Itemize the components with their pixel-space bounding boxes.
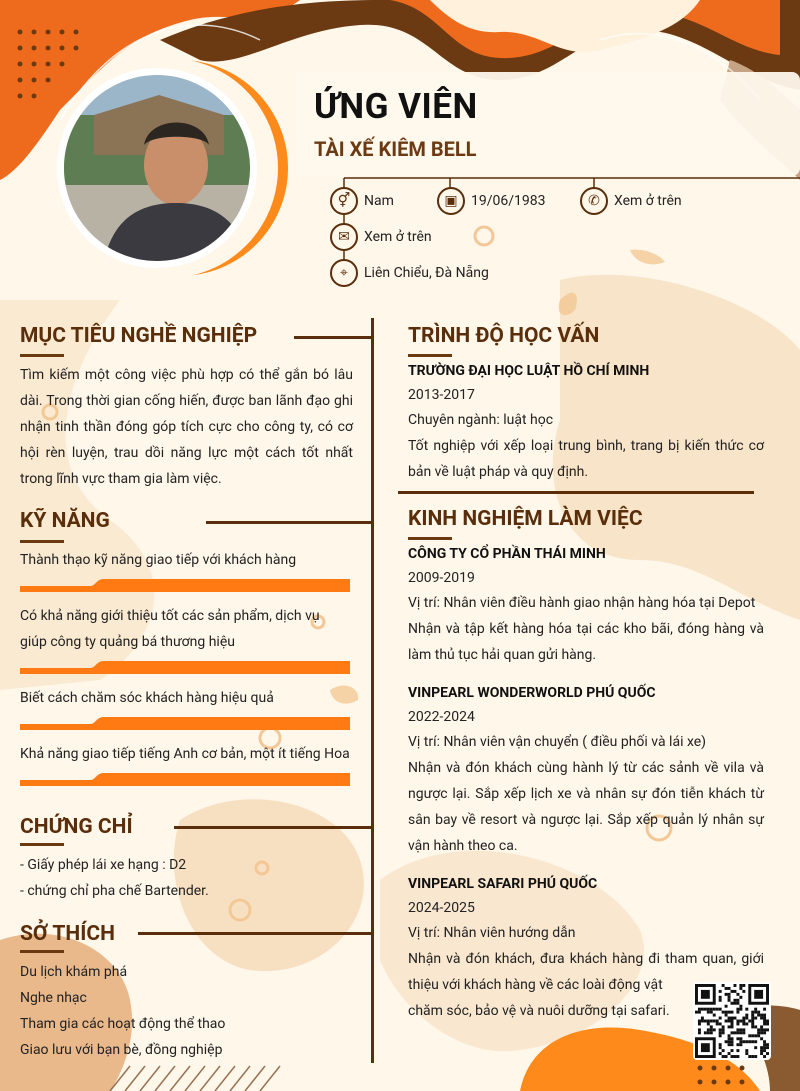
job-company: VINPEARL SAFARI PHÚ QUỐC — [408, 876, 598, 892]
gender-icon: ⚥ — [330, 187, 358, 215]
location-icon: ⌖ — [330, 259, 358, 287]
skill-bar-fill — [20, 661, 350, 674]
candidate-name: ỨNG VIÊN — [314, 86, 478, 127]
skill-item: Biết cách chăm sóc khách hàng hiệu quả — [20, 690, 274, 706]
certificate-item: - Giấy phép lái xe hạng : D2 — [20, 857, 187, 873]
job-company: CÔNG TY CỔ PHẦN THÁI MINH — [408, 546, 606, 562]
calendar-icon: ▣ — [437, 187, 465, 215]
skill-bar — [20, 771, 350, 790]
skills-title-line — [206, 521, 372, 524]
skill-item: Khả năng giao tiếp tiếng Anh cơ bản, một ít tiếng Hoa — [20, 746, 350, 762]
job-company: VINPEARL WONDERWORLD PHÚ QUỐC — [408, 685, 656, 701]
address-value: Liên Chiểu, Đà Nẵng — [364, 265, 489, 281]
hobby-item: Nghe nhạc — [20, 990, 87, 1006]
email-icon: ✉ — [330, 223, 358, 251]
skill-bar-fill — [20, 773, 350, 786]
objective-title: MỤC TIÊU NGHỀ NGHIỆP — [20, 324, 258, 348]
skill-item: Thành thạo kỹ năng giao tiếp với khách hàng — [20, 552, 297, 568]
skill-bar — [20, 659, 350, 678]
education-divider — [398, 491, 754, 494]
experience-title: KINH NGHIỆM LÀM VIỆC — [408, 507, 643, 531]
email-value: Xem ở trên — [364, 229, 432, 245]
hobbies-underline — [20, 950, 64, 953]
skill-bar — [20, 715, 350, 734]
certificate-item: - chứng chỉ pha chế Bartender. — [20, 883, 209, 899]
hobby-item: Tham gia các hoạt động thể thao — [20, 1016, 226, 1032]
job-period: 2022-2024 — [408, 709, 475, 725]
certificates-title: CHỨNG CHỈ — [20, 815, 133, 839]
column-divider — [371, 318, 374, 1063]
skill-bar-fill — [20, 717, 350, 730]
hobbies-title-line — [138, 932, 372, 935]
job-period: 2024-2025 — [408, 900, 475, 916]
skill-bar — [20, 577, 350, 596]
gender-value: Nam — [364, 193, 394, 209]
objective-title-line — [294, 336, 372, 339]
skills-title: KỸ NĂNG — [20, 509, 110, 533]
job-desc: Nhận và đón khách, đưa khách hàng đi tham quan, giới thiệu với khách hàng về các loài động vật chăm sóc, bảo vệ và nuôi dưỡng tại safari. — [408, 951, 764, 1019]
education-desc: Tốt nghiệp với xếp loại trung bình, trang bị kiến thức cơ bản về luật pháp và quy định. — [408, 438, 764, 480]
education-underline — [408, 354, 452, 357]
education-period: 2013-2017 — [408, 387, 475, 403]
job-desc: Nhận và đón khách cùng hành lý từ các sảnh về vila và ngược lại. Sắp xếp lịch xe và nhân sự đón tiễn khách từ sân bay về resort và ngược lại. Sắp xếp quản lý nhân sự vận hành theo ca. — [408, 760, 764, 854]
job-desc: Nhận và tập kết hàng hóa tại các kho bãi, đóng hàng và làm thủ tục hải quan gửi hàng. — [408, 621, 764, 663]
hobby-item: Du lịch khám phá — [20, 964, 128, 980]
job-position: Vị trí: Nhân viên điều hành giao nhận hàng hóa tại Depot — [408, 595, 756, 611]
certificates-title-line — [174, 826, 372, 829]
qr-code — [693, 982, 771, 1060]
hobby-item: Giao lưu với bạn bè, đồng nghiệp — [20, 1042, 223, 1058]
birthdate-value: 19/06/1983 — [471, 193, 546, 209]
phone-icon: ✆ — [580, 187, 608, 215]
job-position: Vị trí: Nhân viên hướng dẫn — [408, 925, 576, 941]
job-position: Vị trí: Nhân viên vận chuyển ( điều phối và lái xe) — [408, 734, 707, 750]
experience-underline — [408, 537, 452, 540]
objective-underline — [20, 354, 64, 357]
objective-text: Tìm kiếm một công việc phù hợp có thể gắn bó lâu dài. Trong thời gian cống hiến, được ban lãnh đạo ghi nhận tinh thần đóng góp tích cực cho công ty, có cơ hội rèn luyện, trau dồi năng lực một cách tốt nhất trong lĩnh vực tham gia làm việc. — [20, 367, 353, 487]
education-title: TRÌNH ĐỘ HỌC VẤN — [408, 324, 600, 348]
skills-underline — [20, 540, 64, 543]
qr-code-graphic — [693, 982, 771, 1060]
skill-bar-fill — [20, 579, 350, 592]
hobbies-title: SỞ THÍCH — [20, 922, 115, 946]
job-period: 2009-2019 — [408, 570, 475, 586]
skill-item: Có khả năng giới thiệu tốt các sản phẩm, dịch vụ giúp công ty quảng bá thương hiệu — [20, 608, 320, 650]
education-major: Chuyên ngành: luật học — [408, 412, 554, 428]
phone-value: Xem ở trên — [614, 193, 682, 209]
education-school: TRƯỜNG ĐẠI HỌC LUẬT HỒ CHÍ MINH — [408, 363, 650, 379]
certificates-underline — [20, 843, 64, 846]
candidate-role: TÀI XẾ KIÊM BELL — [314, 137, 477, 161]
